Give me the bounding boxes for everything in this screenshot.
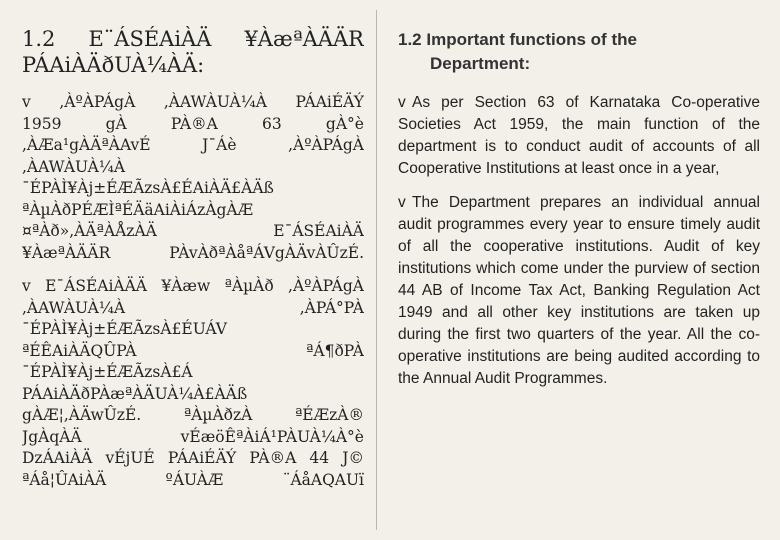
kannada-word: ¨ÁåAQAUï: [282, 470, 364, 489]
kannada-text-line: [22, 92, 364, 114]
kannada-word: J©: [342, 449, 364, 467]
kannada-word: ,ÀAWÀUÀ¼À: [22, 298, 126, 317]
kannada-text-line: [22, 470, 364, 492]
kannada-word: ¥Àæw: [161, 277, 211, 295]
kannada-text-line: [22, 243, 364, 265]
kannada-text-line: [22, 298, 364, 320]
kannada-word: 44: [309, 449, 330, 467]
diamond-bullet-icon: v: [22, 277, 31, 295]
kannada-word: PÀ®A: [170, 114, 218, 133]
heading-word-1: E¨ÁSÉAiÀÄ: [88, 27, 212, 51]
kannada-text-line: [22, 276, 364, 298]
kannada-word: ªÉÆzÀ®: [294, 406, 364, 424]
kannada-text-line: [22, 384, 364, 406]
english-heading-line-2: Department:: [430, 54, 531, 73]
kannada-text-line: [22, 448, 364, 470]
kannada-paragraph-1: [22, 92, 364, 264]
kannada-word: ¯ÉPÀÌ¥Àj±ÉÆÃzsÀ£Á: [22, 363, 193, 381]
kannada-heading: [22, 26, 364, 78]
diamond-bullet-icon: v: [398, 94, 406, 111]
kannada-word: E¯ÁSÉAiÀÄÄ: [45, 277, 148, 295]
column-divider: [376, 10, 377, 530]
kannada-word: PÁAiÉÄÝ: [167, 449, 237, 467]
kannada-word: ªÀµÀð: [224, 277, 274, 295]
english-paragraph-1: [398, 92, 760, 180]
kannada-word: ,ÀPÁ°PÀ: [299, 298, 364, 317]
kannada-word: ,ÀºÀPÁgÀ: [59, 93, 136, 111]
kannada-word: ¯ÉPÀÌ¥Àj±ÉÆÃzsÀ£ÉAiÀÄ£ÀÄß: [22, 179, 274, 197]
kannada-word: ,ÀºÀPÁgÀ: [288, 277, 364, 295]
kannada-word: vÉjUÉ: [105, 449, 155, 467]
kannada-word: ,ÀAWÀUÀ¼À: [163, 93, 267, 111]
english-column: [398, 0, 760, 540]
diamond-bullet-icon: v: [22, 93, 31, 111]
kannada-text-line: [22, 114, 364, 136]
kannada-text-line: [22, 319, 364, 341]
kannada-word: ªÀµÀðzÀ: [183, 406, 253, 424]
heading-line-2: PÁAiÀÄðUÀ¼ÀÄ:: [22, 53, 205, 77]
kannada-word: gÀÆ¦,ÀÄwÛzÉ.: [22, 406, 142, 424]
english-heading-line-1: 1.2 Important functions of the: [398, 30, 637, 49]
kannada-word: ¤ªÀð»,ÀÄªÀÅzÀÄ: [22, 222, 157, 240]
kannada-word: 63: [262, 114, 282, 133]
kannada-text-line: [22, 221, 364, 243]
kannada-text-line: [22, 200, 364, 222]
diamond-bullet-icon: v: [398, 194, 406, 211]
english-paragraph-2-text: The Department prepares an individual annual audit programmes every year to ensure timely audit of all the cooperative institutions. Audit of key institutions which come under the purview of section 44 AB of Income Tax Act, Banking Regulation Act 1949 and all other key institutions are taken up during the first two quarters of the year. All the co-operative institutions are being audited according to the Annual Audit Programmes.: [398, 194, 760, 387]
kannada-word: ,ÀÆa¹gÀÄªÀAvÉ: [22, 136, 151, 154]
kannada-text-line: [22, 135, 364, 157]
heading-number: 1.2: [22, 27, 56, 51]
english-heading: [398, 28, 760, 76]
kannada-word: ¥ÀæªÀÄÄR: [22, 243, 111, 262]
kannada-text-line: [22, 178, 364, 200]
kannada-word: ªÁå¦ÛAiÀÄ: [22, 470, 107, 489]
kannada-word: ªÉÊAiÀÄQÛPÀ: [22, 341, 137, 360]
kannada-word: gÀ°è: [325, 114, 364, 133]
kannada-word: DzÁAiÀÄ: [22, 449, 93, 467]
kannada-word: PÁAiÀÄðPÀæªÀÄUÀ¼À£ÀÄß: [22, 384, 248, 403]
kannada-word: PÁAiÉÄÝ: [295, 93, 364, 111]
kannada-word: E¯ÁSÉAiÀÄ: [273, 222, 364, 240]
kannada-text-line: [22, 341, 364, 363]
english-paragraph-1-text: As per Section 63 of Karnataka Co-operative Societies Act 1959, the main function of the department is to conduct audit of accounts of all Cooperative Institutions at least once in a year,: [398, 94, 760, 177]
kannada-word: ¯ÉPÀÌ¥Àj±ÉÆÃzsÀ£ÉUÁV: [22, 320, 227, 338]
kannada-word: ,ÀºÀPÁgÀ: [288, 136, 364, 154]
english-paragraph-2: [398, 192, 760, 390]
kannada-paragraph-2: [22, 276, 364, 491]
kannada-word: ºÁUÀÆ: [165, 470, 224, 489]
kannada-text-line: [22, 405, 364, 427]
kannada-text-line: [22, 427, 364, 449]
kannada-word: 1959: [22, 114, 62, 133]
kannada-column: [22, 0, 364, 540]
kannada-word: JgÀqÀÄ: [22, 427, 82, 446]
kannada-word: gÀ: [105, 114, 127, 133]
kannada-word: J¯Áè: [202, 136, 237, 154]
kannada-word: PÀvÀðªÀåªÁVgÀÄvÀÛzÉ.: [169, 243, 364, 262]
kannada-word: ,ÀAWÀUÀ¼À: [22, 157, 126, 176]
kannada-text-line: [22, 157, 364, 179]
kannada-word: PÀ®A: [249, 449, 297, 467]
kannada-word: ªÀµÀðPÉÆÌªÉÄäAiÀiÁzÀgÀÆ: [22, 200, 254, 219]
kannada-text-line: [22, 362, 364, 384]
heading-word-2: ¥ÀæªÀÄÄR: [244, 27, 364, 51]
kannada-word: ªÁ¶ðPÀ: [306, 341, 364, 360]
kannada-word: vÉæöÊªÀiÁ¹PÀUÀ¼À°è: [180, 427, 364, 446]
